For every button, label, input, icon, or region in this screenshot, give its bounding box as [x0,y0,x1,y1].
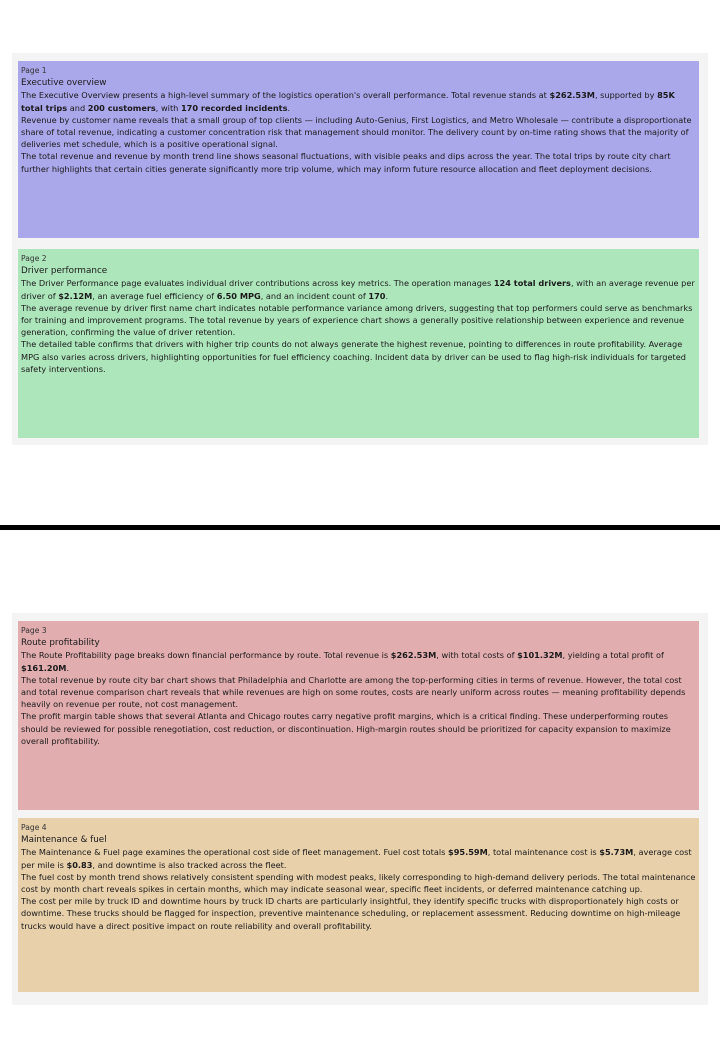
analysis-paragraph: Revenue by customer name reveals that a small group of top clients — including Auto-Genius, First Logistics, and Metro Wholesale — contribute a disproportionate share of total revenue, indicating a customer concentration risk that management should monitor. The delivery count by on-time rating shows that the majority of deliveries met schedule, which is a positive operational signal. [21,114,692,150]
kpi-value: 6.50 MPG [216,290,261,301]
analysis-paragraph: The total revenue and revenue by month trend line shows seasonal fluctuations, with visible peaks and dips across the year. The total trips by route city chart further highlights that certain cities generate significantly more trip volume, which may inform future resource allocation and fleet deployment decisions. [21,151,671,174]
kpi-value: $2.12M [58,290,93,301]
kpi-value: $101.32M [517,650,563,661]
summary-paragraph: The Executive Overview presents a high-level summary of the logistics operation's overall performance. Total revenue stands at $262.53M, supported by 85K total trips and 200 customers, with 170 recorded incidents. [21,90,675,113]
page-1-summary-panel [18,61,699,238]
kpi-value: 200 customers [87,102,156,113]
analysis-paragraph: The profit margin table shows that several Atlanta and Chicago routes carry negative profit margins, which is a critical finding. These underperforming routes should be reviewed for possible renegotiation, cost reduction, or discontinuation. High-margin routes should be prioritized for capacity expansion to maximize overall profitability. [21,711,671,746]
page-label: Page 2 [21,254,47,263]
kpi-value: $262.53M [390,650,437,661]
page-title: Executive overview [21,78,107,89]
page-label: Page 4 [21,823,47,832]
page-2-summary-panel [18,249,699,438]
page-title: Driver performance [21,266,108,277]
analysis-paragraph: The detailed table confirms that drivers with higher trip counts do not always generate the highest revenue, pointing to differences in route profitability. Average MPG also varies across drivers, highlighting opportunities for fuel efficiency coaching. Incident data by driver can be used to flag high-risk individuals for targeted safety interventions. [21,339,686,374]
page-4-summary-panel [18,818,699,992]
page-label: Page 1 [21,66,47,75]
analysis-paragraph: The cost per mile by truck ID and downtime hours by truck ID charts are particularly insightful, they identify specific trucks with disproportionately high costs or downtime. These trucks should be flagged for inspection, preventive maintenance scheduling, or replacement assessment. Reducing downtime on high-mileage trucks would have a direct positive impact on route reliability and overall profitability. [21,896,681,931]
page-title: Route profitability [21,638,100,649]
summary-paragraph: The Driver Performance page evaluates individual driver contributions across key metrics. The operation manages 124 total drivers, with an average revenue per driver of $2.12M, an average fuel efficiency of 6.50 MPG, and an incident count of 170. [21,278,695,301]
report-sheet-top [12,53,708,445]
summary-paragraph: The Maintenance & Fuel page examines the operational cost side of fleet management. Fuel cost totals $95.59M, total maintenance cost is $5.73M, average cost per mile is $0.83, and downtime is also tracked across the fleet. [21,847,692,870]
kpi-value: $262.53M [549,90,595,101]
summary-paragraph: The Route Profitability page breaks down financial performance by route. Total revenue is $262.53M, with total costs of $101.32M, yielding a total profit of $161.20M. [21,650,664,673]
kpi-value: $161.20M [21,662,67,673]
page-label: Page 3 [21,626,47,635]
section-divider [0,525,720,530]
analysis-paragraph: The average revenue by driver first name chart indicates notable performance variance among drivers, suggesting that top performers could serve as benchmarks for training and improvement programs. The total revenue by years of experience chart shows a generally positive relationship between experience and revenue generation, confirming the value of driver retention. [21,302,693,338]
page-3-summary-panel [18,621,699,810]
kpi-value: $95.59M [448,847,488,858]
report-sheet-bottom [12,613,708,1005]
kpi-value: 124 total drivers [493,278,571,289]
kpi-value: 85K total trips [21,90,675,113]
kpi-value: $0.83 [66,859,93,870]
page-title: Maintenance & fuel [21,835,107,846]
analysis-paragraph: The fuel cost by month trend shows relatively consistent spending with modest peaks, likely corresponding to high-demand delivery periods. The total maintenance cost by month chart reveals spikes in certain months, which may indicate seasonal wear, specific fleet incidents, or deferred maintenance catching up. [21,871,696,895]
kpi-value: 170 [368,290,386,301]
analysis-paragraph: The total revenue by route city bar chart shows that Philadelphia and Charlotte are among the top-performing cities in terms of revenue. However, the total cost and total revenue comparison chart reveals that while revenues are high on some routes, costs are nearly uniform across routes — meaning profitability depends heavily on revenue per route, not cost management. [21,674,686,710]
kpi-value: 170 recorded incidents [180,102,288,113]
kpi-value: $5.73M [599,847,634,858]
